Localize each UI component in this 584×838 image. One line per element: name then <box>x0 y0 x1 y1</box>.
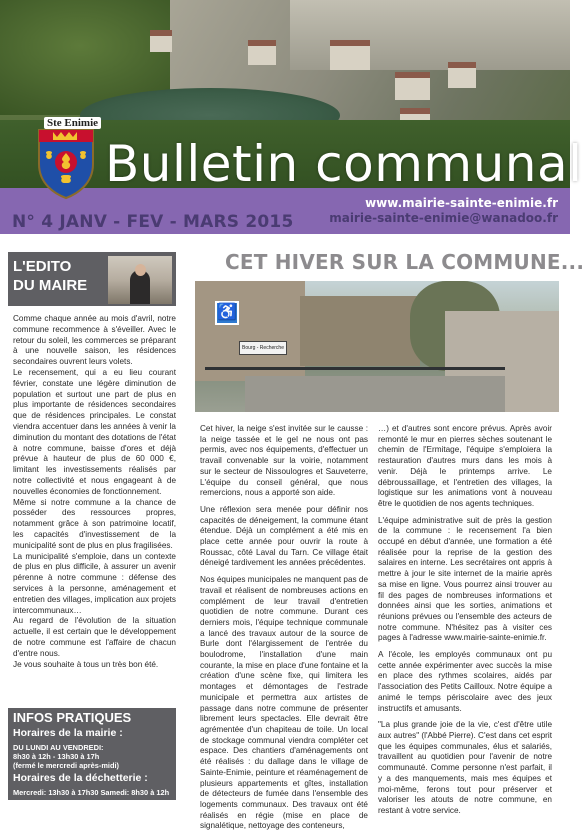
website-link[interactable]: www.mairie-sainte-enimie.fr <box>365 196 558 210</box>
edito-title: L'EDITO DU MAIRE <box>13 258 88 294</box>
street-panel: Bourg - Recherche <box>239 341 287 355</box>
mayor-photo <box>108 256 172 304</box>
bulletin-title: Bulletin communal <box>105 135 583 193</box>
mairie-hours-title: Horaires de la mairie : <box>13 727 123 739</box>
article-column-2: …) et d'autres sont encore prévus. Après avoir remonté le mur en pierres sèches soutenant le chemin de l'Ermitage, l'équipe s'emploiera la restauration d'autres murs dans les mois à venir. Déjà le printemps arrive. Le débroussaillage, et l'entretien des villages, la logistique sur les animations vont à nouveau être le quotidien de nos agents techniques. L'équipe administrative suit de près la gestion de la commune : le recensement l'a bien occupé en début d'année, une formation a été réalisée pour la reprise de la gestion des salaires en interne. Les secrétaires ont appris à mettre à jour le site internet de la mairie après sa mise en ligne. Vous pourrez ainsi trouver au fil des pages de nombreuses informations et données ainsi que les sorties, animations et réunions prévues ou l'ensemble des acteurs de notre commune. N'hésitez pas à visiter ces pages à l'adresse www.mairie-sainte-enimie.fr. A l'école, les employés communaux ont pu cette année expérimenter avec succès la mise en place des rythmes scolaires, aidés par l'association des Petits Cailloux. Notre équipe a animé le temps périscolaire avec des jeux instructifs et amusants. "La plus grande joie de la vie, c'est d'être utile aux autres" (l'Abbé Pierre). C'est dans cet esprit que les équipes communales, élus et salariés, travaillent au quotidien pour l'avenir de notre communauté. Comme personne n'est parfait, il y a des manquements, mais mes équipes et moi-même, ferons tout pour préserver et valoriser les atouts de notre commune, en restant à votre service. <box>378 424 552 815</box>
mairie-hours-line3: (fermé le mercredi après-midi) <box>13 761 119 770</box>
crest-label: Ste Enimie <box>44 117 101 129</box>
coat-of-arms-icon <box>35 126 97 200</box>
issue-number: N° 4 JANV - FEV - MARS 2015 <box>12 212 294 232</box>
mairie-hours-line2: 8h30 à 12h - 13h30 à 17h <box>13 752 100 761</box>
edito-text: Comme chaque année au mois d'avril, notre commune recommence à s'éveiller. Avec le retour du soleil, les commerces se préparant à une nouvelle saison, les résidences secondaires ouvrent leurs volets. Le recensement, qui a eu lieu courant février, constate une légère diminution de population et surtout une part de plus en plus importante de résidences secondaires que de résidences principales. Le constat viendra accentuer dans les années à venir la diminution du montant des dotations de l'état à notre commune, baisse d'ores et déjà prévue à hauteur de plus de 60 000 €, limitant les investissements réalisés par notre collectivité et nous engageant à de nouvelles économies de fonctionnement. Même si notre commune a la chance de posséder des ressources propres, notamment grâce à son patrimoine locatif, les capacités d'investissement de la municipalité sont de plus en plus fragilisées. La municipalité s'emploie, dans un contexte de plus en plus difficile, à assurer un avenir pérenne à notre commune : défense des services à la personne, aménagement et entretien des villages, implication aux projets intercommunaux… Au regard de l'évolution de la situation actuelle, il est certain que le développement de notre commune est l'affaire de chacun d'entre nous. Je vous souhaite à tous un très bon été. <box>13 314 176 669</box>
mairie-hours-line1: DU LUNDI AU VENDREDI: <box>13 743 104 752</box>
accessibility-sign-icon: ♿ <box>215 301 239 325</box>
infos-title: INFOS PRATIQUES <box>13 710 132 725</box>
dechetterie-hours-line1: Mercredi: 13h30 à 17h30 Samedi: 8h30 à 12h <box>13 788 170 797</box>
article-column-1: Cet hiver, la neige s'est invitée sur le causse : la neige tassée et le gel ne nous ont pas permis, avec nos équipements, d'effectuer un travail convenable sur la voirie, notamment sur le secteur de Nissoulogres et Sauveterre, L'équipe du conseil général, que nous remercions, nous a apporté son aide. Une réflexion sera menée pour définir nos capacités de déneigement, la commune étant étendue. Déjà un complément a été mis en place cette année pour ouvrir la route à Roussac, côté Laval du Tarn. Ce village était déneigé tardivement les années précédentes. Nos équipes municipales ne manquent pas de travail et réalisent de nombreuses actions en complément de leur travail d'entretien quotidien de notre commune. Durant ces derniers mois, l'équipe technique communale a lancé des travaux autour de la source de Burle dont l'élargissement de l'entrée du boulodrome, l'installation d'une main courante, la mise en place d'une fontaine et la création d'une scène fixe, qui limitera les montages et démontages de l'estrade municipale et permettra aux artistes de passage dans notre commune de présenter librement leurs spectacles. Elle devrait être agrémentée d'un chapiteau de toile. Un local de stockage communal viendra compléter cet espace. Des chantiers d'aménagements ont été réalisés : du dallage dans le village de Sainte-Enimie, peinture et réaménagement de plusieurs appartements et gîtes, installation de détecteurs de fumée dans l'ensemble des logements communaux. Des travaux ont été réalisés en régie (mise en place de signalétique, nettoyage des conteneurs, <box>200 424 368 831</box>
email-link[interactable]: mairie-sainte-enimie@wanadoo.fr <box>329 211 558 225</box>
article-photo <box>195 281 559 412</box>
article-headline: CET HIVER SUR LA COMMUNE... <box>225 250 584 274</box>
dechetterie-hours-title: Horaires de la déchetterie : <box>13 772 148 784</box>
